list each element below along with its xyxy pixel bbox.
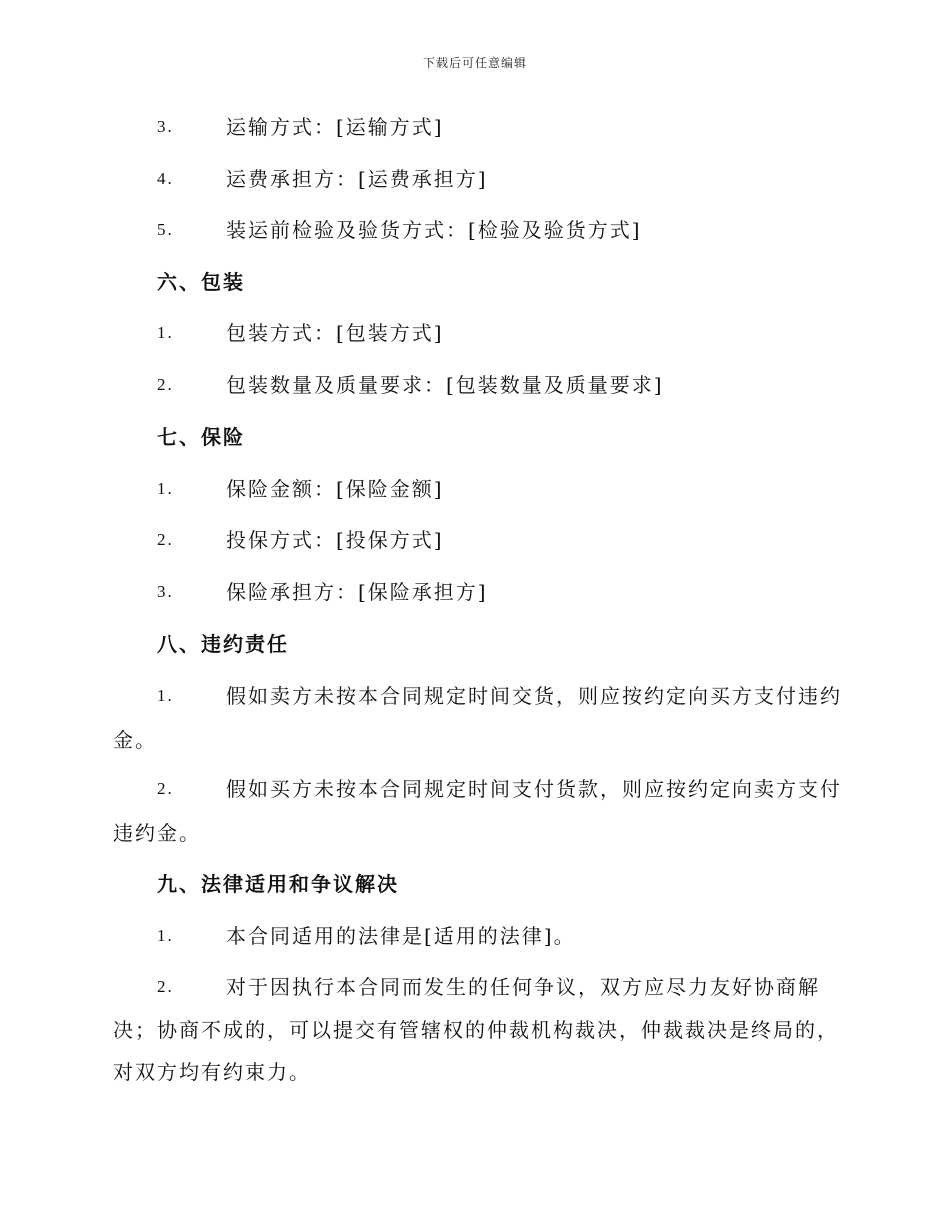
item-number: 1. (157, 323, 174, 342)
section-title: 八、违约责任 (157, 632, 289, 656)
section-title: 六、包装 (157, 270, 245, 294)
item-text: 包装方式：[包装方式] (226, 321, 444, 345)
item-text-continued: 金。 (113, 728, 157, 752)
item-number: 3. (157, 117, 174, 136)
section-title: 九、法律适用和争议解决 (157, 872, 399, 896)
section-title: 七、保险 (157, 425, 245, 449)
item-number: 2. (157, 530, 174, 549)
item-number: 4. (157, 169, 174, 188)
item-text: 运输方式：[运输方式] (226, 115, 444, 139)
item-text: 运费承担方：[运费承担方] (226, 167, 488, 191)
item-text-continued: 决；协商不成的，可以提交有管辖权的仲裁机构裁决，仲裁裁决是终局的， (113, 1018, 839, 1042)
item-text-continued: 违约金。 (113, 821, 201, 845)
item-number: 1. (157, 479, 174, 498)
item-text: 装运前检验及验货方式：[检验及验货方式] (226, 218, 642, 242)
page-header: 下载后可任意编辑 (422, 56, 527, 70)
item-number: 1. (157, 926, 174, 945)
item-number: 5. (157, 220, 174, 239)
item-number: 3. (157, 582, 174, 601)
item-number: 2. (157, 375, 174, 394)
item-text: 保险金额：[保险金额] (226, 477, 444, 501)
item-number: 2. (157, 779, 174, 798)
item-number: 2. (157, 977, 174, 996)
item-number: 1. (157, 686, 174, 705)
item-text: 假如买方未按本合同规定时间支付货款，则应按约定向卖方支付 (226, 777, 842, 801)
item-text: 包装数量及质量要求：[包装数量及质量要求] (226, 373, 664, 397)
item-text: 保险承担方：[保险承担方] (226, 580, 488, 604)
item-text: 假如卖方未按本合同规定时间交货，则应按约定向买方支付违约 (226, 684, 842, 708)
item-text: 本合同适用的法律是[适用的法律]。 (226, 924, 576, 948)
item-text: 对于因执行本合同而发生的任何争议，双方应尽力友好协商解 (226, 975, 820, 999)
item-text-continued: 对双方均有约束力。 (113, 1060, 311, 1084)
item-text: 投保方式：[投保方式] (226, 528, 444, 552)
